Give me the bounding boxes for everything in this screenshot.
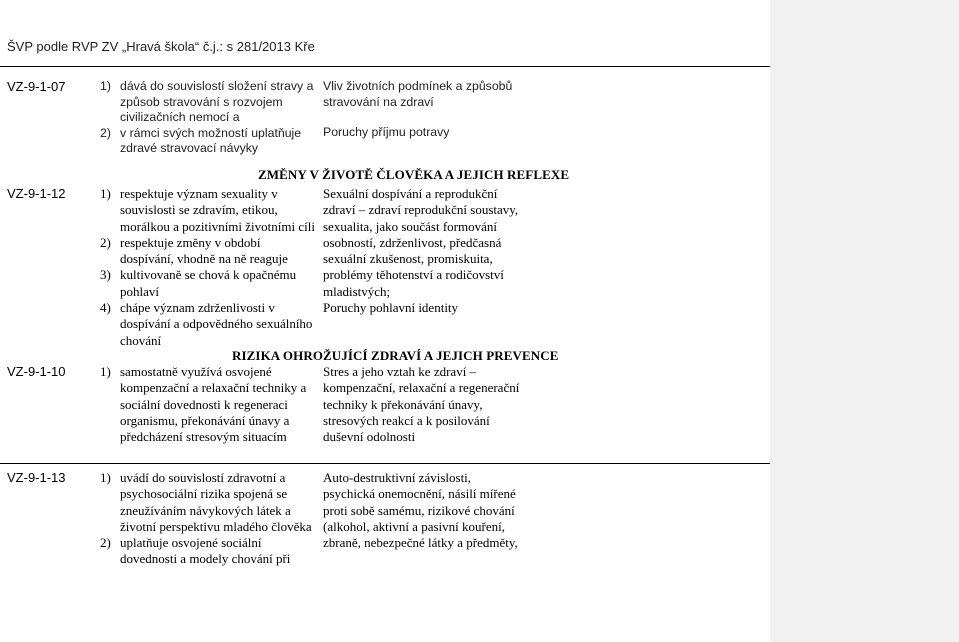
outcome-number: 2) — [100, 125, 111, 140]
outcome-item — [100, 535, 315, 568]
outcome-code: VZ-9-1-10 — [7, 364, 66, 379]
topic-text: Sexuální dospívání a reprodukční zdraví – zdraví reprodukční soustavy, sexualita, jako součást formování osobností, zdrženlivost, předčasná sexuální zkušenost, promiskuita, problémy těhotenství a rodičovství mladistvých; — [323, 186, 519, 299]
outcome-text: v rámci svých možností uplatňuje zdravé stravovací návyky — [120, 125, 302, 155]
outcome-item — [100, 79, 315, 126]
outcome-text: kultivovaně se chová k opačnému pohlaví — [120, 267, 297, 299]
outcome-item — [100, 470, 315, 535]
topic-text: Poruchy pohlavní identity — [323, 300, 459, 316]
outcome-item — [100, 300, 315, 349]
outcome-number: 1) — [100, 364, 111, 379]
outcome-code: VZ-9-1-12 — [7, 186, 66, 201]
side-panel — [770, 0, 959, 642]
topic-cell — [323, 186, 523, 316]
outcome-item — [100, 186, 315, 235]
topic-text: Auto-destruktivní závislosti, psychická onemocnění, násilí mířené proti sobě samému, rizikové chování (alkohol, aktivní a pasivní kouření, zbraně, nebezpečné látky a předměty, — [323, 470, 518, 551]
outcome-text: chápe význam zdrženlivosti v dospívání a odpovědného sexuálního chování — [120, 300, 313, 348]
topic-text: Stres a jeho vztah ke zdraví – kompenzační, relaxační a regenerační techniky k překonávání únavy, stresových reakcí a k posilování duševní odolnosti — [323, 364, 520, 445]
table-rule — [0, 66, 770, 67]
outcome-number: 1) — [100, 470, 111, 485]
outcome-number: 2) — [100, 234, 111, 250]
outcome-number: 2) — [100, 535, 111, 551]
section-heading: RIZIKA OHROŽUJÍCÍ ZDRAVÍ A JEJICH PREVENCE — [232, 348, 559, 363]
topic-cell — [323, 470, 523, 551]
outcome-item — [100, 235, 315, 268]
outcome-number: 1) — [100, 186, 111, 201]
outcome-code: VZ-9-1-13 — [7, 470, 66, 485]
topic-cell — [323, 364, 523, 445]
section-heading: ZMĚNY V ŽIVOTĚ ČLOVĚKA A JEJICH REFLEXE — [258, 167, 570, 182]
topic-text: Vliv životních podmínek a způsobů stravování na zdraví — [323, 79, 513, 109]
outcome-list — [100, 79, 315, 157]
table-rule — [0, 463, 770, 464]
outcome-text: uplatňuje osvojené sociální dovednosti a modely chování při — [120, 535, 291, 567]
outcome-item — [100, 126, 315, 157]
outcome-item — [100, 364, 315, 445]
outcome-number: 4) — [100, 300, 111, 316]
outcome-code: VZ-9-1-07 — [7, 79, 66, 94]
outcome-text: respektuje význam sexuality v souvislosti se zdravím, etikou, morálkou a pozitivními životními cíli — [120, 186, 315, 234]
outcome-text: samostatně využívá osvojené kompenzační a relaxační techniky a sociální dovednosti k regeneraci organismu, překonávání únavy a předcházení stresovým situacím — [120, 364, 307, 445]
outcome-list — [100, 186, 315, 349]
outcome-list — [100, 364, 315, 445]
topic-cell — [323, 79, 523, 141]
outcome-number: 1) — [100, 79, 111, 93]
outcome-text: dává do souvislostí složení stravy a způsob stravování s rozvojem civilizačních nemocí a — [120, 79, 314, 124]
outcome-number: 3) — [100, 267, 111, 283]
outcome-item — [100, 267, 315, 300]
outcome-list — [100, 470, 315, 568]
document-header: ŠVP podle RVP ZV „Hravá škola“ č.j.: s 281/2013 Kře — [7, 39, 315, 54]
topic-text: Poruchy příjmu potravy — [323, 125, 450, 139]
outcome-text: uvádí do souvislostí zdravotní a psychosociální rizika spojená se zneužíváním návykových látek a životní perspektivu mladého člověka — [120, 470, 312, 534]
outcome-text: respektuje změny v období dospívání, vhodně na ně reaguje — [120, 234, 288, 267]
